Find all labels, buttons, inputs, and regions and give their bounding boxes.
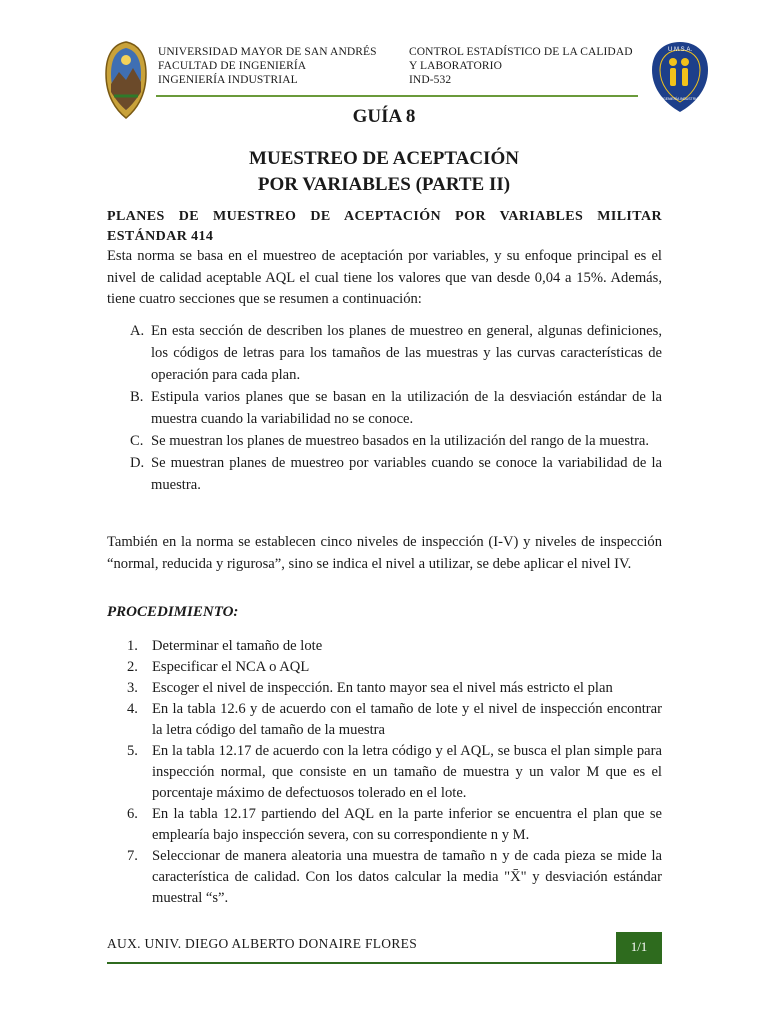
page-number-badge: 1/1 [616,932,662,962]
list-item [107,804,662,846]
header-course-code: IND-532 [409,74,452,86]
list-item [107,320,662,386]
footer-author: AUX. UNIV. DIEGO ALBERTO DONAIRE FLORES [107,936,418,951]
list-item-text: Se muestran planes de muestreo por variables cuando se conoce la variabilidad de la muestra. [151,455,662,493]
list-item [107,657,662,678]
industrial-engineering-logo-icon [650,40,710,114]
list-item [107,699,662,741]
list-item-text: Determinar el tamaño de lote [152,638,323,654]
list-item-text: En la tabla 12.17 de acuerdo con la letra código y el AQL, se busca el plan simple para inspección normal, que consiste en un tamaño de muestra y un valor M que es el porcentaje máximo de defectuosos tolerado en el lote. [152,743,662,801]
list-marker: 6. [127,806,138,822]
header-faculty: FACULTAD DE INGENIERÍA [158,60,307,72]
page-title-line-2: POR VARIABLES (PARTE II) [257,174,511,195]
list-marker: D. [130,455,145,471]
list-item [107,430,662,452]
list-item-text: En esta sección de describen los planes de muestreo en general, algunas definiciones, los códigos de letras para los tamaños de las muestras y las curvas características de operación para cada plan. [151,323,662,383]
list-item-text: En la tabla 12.17 partiendo del AQL en la parte inferior se encuentra el plan que se emplearía bajo inspección severa, con su correspondiente n y M. [152,806,662,843]
guide-number: GUÍA 8 [352,106,416,127]
list-marker: 3. [127,680,138,696]
procedure-list [107,636,662,909]
header-institution [158,45,377,87]
page-footer [107,932,662,964]
header-course-name-cont: Y LABORATORIO [409,60,502,72]
header-university: UNIVERSIDAD MAYOR DE SAN ANDRÉS [158,46,377,58]
logo-umsa-text: U.M.S.A. [667,47,693,53]
header-course [409,45,633,87]
list-item-text: En la tabla 12.6 y de acuerdo con el tamaño de lote y el nivel de inspección encontrar la letra código del tamaño de la muestra [152,701,662,738]
list-item-text: Estipula varios planes que se basan en la utilización de la desviación estándar de la muestra cuando la variabilidad no se conoce. [151,389,662,427]
list-item-text: Seleccionar de manera aleatoria una muestra de tamaño n y de cada pieza se mide la característica de calidad. Con los datos calcular la media "X̄" y desviación estándar muestral “s”. [152,848,662,906]
list-item-text: Escoger el nivel de inspección. En tanto mayor sea el nivel más estricto el plan [152,680,613,696]
list-item [107,636,662,657]
section-heading: PLANES DE MUESTREO DE ACEPTACIÓN POR VARIABLES MILITAR ESTÁNDAR 414 [107,209,662,244]
list-marker: 2. [127,659,138,675]
procedure-heading: PROCEDIMIENTO: [107,604,239,620]
page-title [0,146,768,198]
list-item [107,452,662,496]
levels-paragraph: También en la norma se establecen cinco niveles de inspección (I-V) y niveles de inspección “normal, reducida y rigurosa”, sino se indica el nivel a utilizar, se debe aplicar el nivel IV. [107,534,662,572]
list-marker: 7. [127,848,138,864]
list-marker: A. [130,323,145,339]
header-divider [156,95,638,97]
list-marker: 5. [127,743,138,759]
page-title-line-1: MUESTREO DE ACEPTACIÓN [249,148,519,169]
logo-ring-text: INGENIERÍA INDUSTRIAL [659,97,701,101]
intro-paragraph: Esta norma se basa en el muestreo de aceptación por variables, y su enfoque principal es el nivel de calidad aceptable AQL el cual tiene los valores que van desde 0,04 a 15%. Además, tiene cuatro secciones que se resumen a continuación: [107,248,662,307]
list-item [107,386,662,430]
list-item [107,678,662,699]
list-item [107,846,662,909]
list-marker: 4. [127,701,138,717]
sections-list [107,320,662,496]
list-item-text: Especificar el NCA o AQL [152,659,310,675]
list-marker: C. [130,433,144,449]
list-marker: B. [130,389,144,405]
header-course-name: CONTROL ESTADÍSTICO DE LA CALIDAD [409,46,633,58]
list-item [107,741,662,804]
list-marker: 1. [127,638,138,654]
header-career: INGENIERÍA INDUSTRIAL [158,74,298,86]
list-item-text: Se muestran los planes de muestreo basados en la utilización del rango de la muestra. [151,433,650,449]
